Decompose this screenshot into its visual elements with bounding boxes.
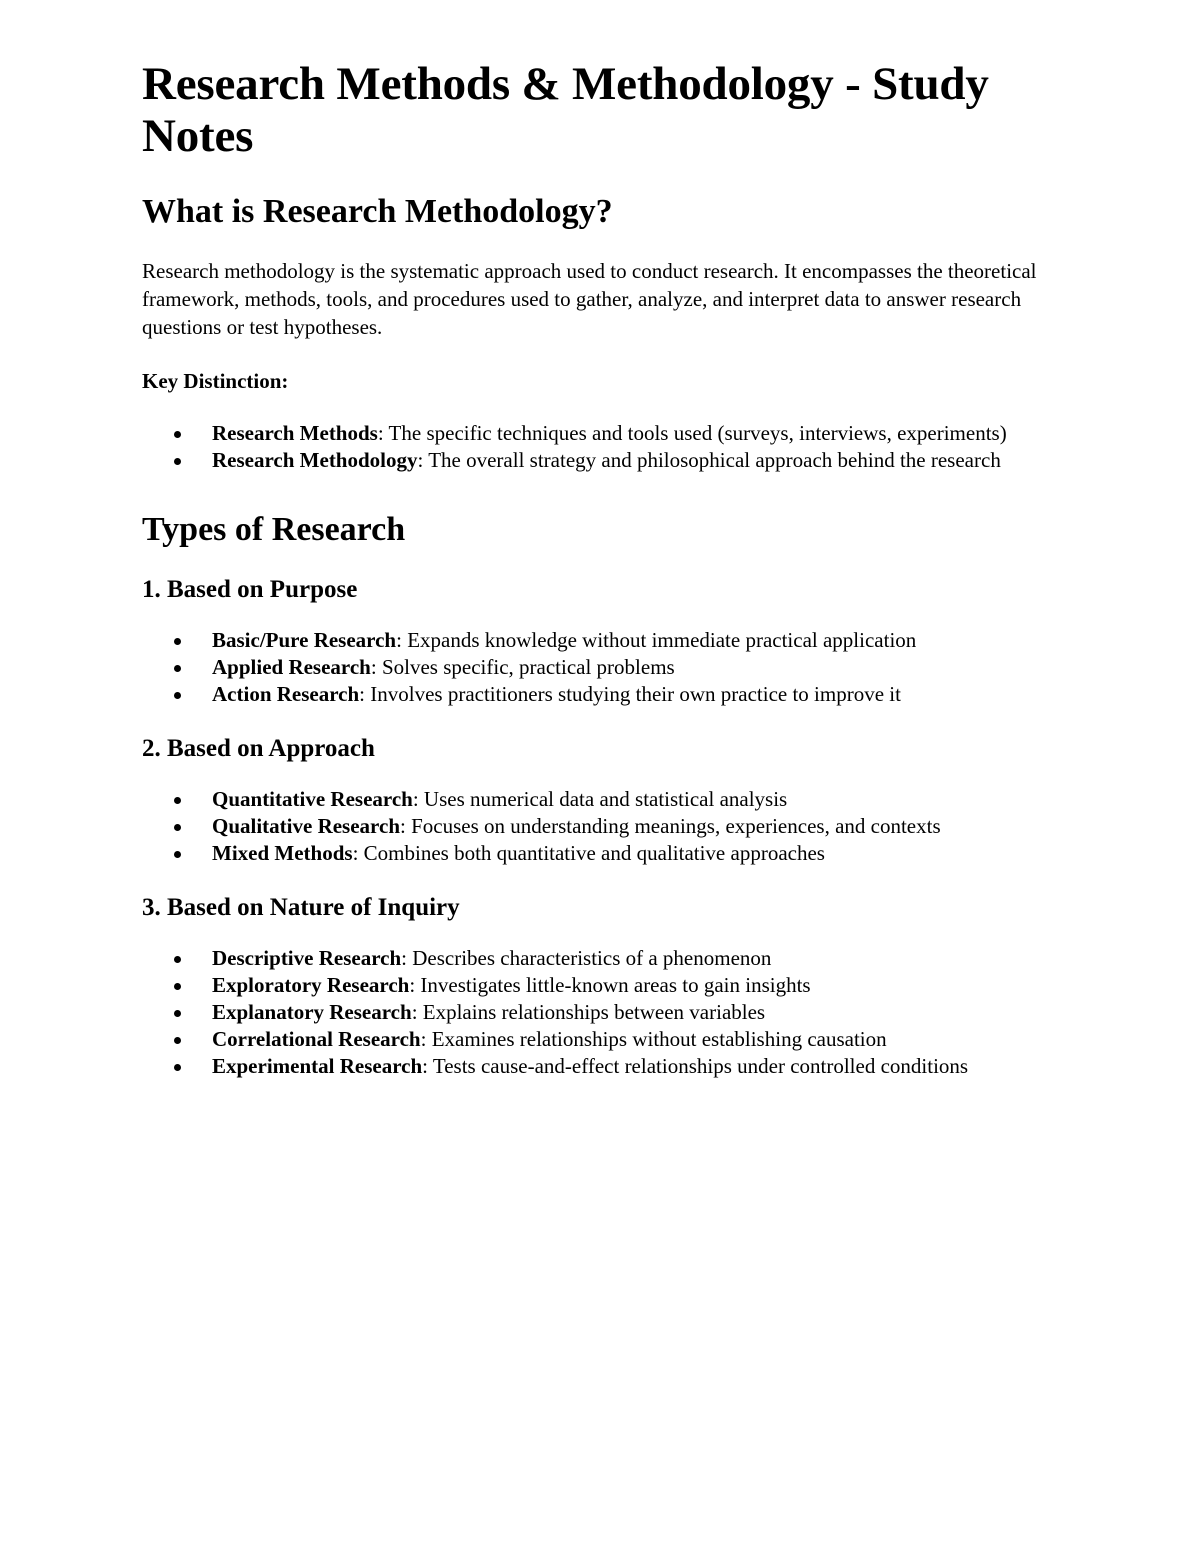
list-item-term: Experimental Research (212, 1054, 423, 1078)
subsection-heading-approach: 2. Based on Approach (142, 735, 375, 762)
purpose-list (142, 627, 1060, 708)
list-item-term: Research Methods (212, 421, 378, 445)
bullet-icon (174, 431, 181, 438)
list-item-desc: : Combines both quantitative and qualitative approaches (352, 841, 825, 865)
list-item (142, 972, 1060, 999)
list-item-desc: : Describes characteristics of a phenomenon (401, 946, 772, 970)
subsection-heading-purpose: 1. Based on Purpose (142, 576, 358, 603)
bullet-icon (174, 1010, 181, 1017)
bullet-icon (174, 824, 181, 831)
list-item (142, 447, 1060, 474)
bullet-icon (174, 1037, 181, 1044)
document-title: Research Methods & Methodology - Study Notes (142, 58, 989, 162)
list-item-desc: : Investigates little-known areas to gain insights (409, 973, 811, 997)
bullet-icon (174, 851, 181, 858)
list-item (142, 999, 1060, 1026)
list-item-term: Mixed Methods (212, 841, 353, 865)
list-item (142, 813, 1060, 840)
section-heading-types: Types of Research (142, 511, 406, 548)
list-item-term: Applied Research (212, 655, 371, 679)
bullet-icon (174, 665, 181, 672)
bullet-icon (174, 983, 181, 990)
bullet-icon (174, 638, 181, 645)
list-item-desc: : Involves practitioners studying their own practice to improve it (359, 682, 901, 706)
subsection-heading-inquiry: 3. Based on Nature of Inquiry (142, 894, 460, 921)
section-heading-what-is: What is Research Methodology? (142, 193, 613, 230)
list-item-desc: : Tests cause-and-effect relationships under controlled conditions (422, 1054, 969, 1078)
list-item-term: Research Methodology (212, 448, 418, 472)
list-item-desc: : Focuses on understanding meanings, experiences, and contexts (400, 814, 941, 838)
list-item-term: Explanatory Research (212, 1000, 412, 1024)
list-item (142, 945, 1060, 972)
list-item-term: Quantitative Research (212, 787, 413, 811)
list-item-term: Correlational Research (212, 1027, 421, 1051)
list-item-desc: : Examines relationships without establishing causation (420, 1027, 887, 1051)
list-item (142, 1026, 1060, 1053)
list-item (142, 786, 1060, 813)
list-item-desc: : Expands knowledge without immediate practical application (396, 628, 917, 652)
list-item (142, 420, 1060, 447)
approach-list (142, 786, 1060, 867)
list-item (142, 681, 1060, 708)
list-item-desc: : The specific techniques and tools used (surveys, interviews, experiments) (377, 421, 1007, 445)
list-item-desc: : Solves specific, practical problems (370, 655, 675, 679)
definition-paragraph: Research methodology is the systematic approach used to conduct research. It encompasses the theoretical framework, methods, tools, and procedures used to gather, analyze, and interpret data to answer research questions or test hypotheses. (142, 259, 1037, 339)
list-item-term: Basic/Pure Research (212, 628, 397, 652)
bullet-icon (174, 458, 181, 465)
list-item-term: Descriptive Research (212, 946, 402, 970)
bullet-icon (174, 692, 181, 699)
list-item-desc: : Uses numerical data and statistical analysis (412, 787, 788, 811)
list-item-term: Qualitative Research (212, 814, 400, 838)
list-item-desc: : Explains relationships between variables (411, 1000, 766, 1024)
list-item-desc: : The overall strategy and philosophical approach behind the research (417, 448, 1001, 472)
list-item (142, 627, 1060, 654)
key-distinction-label: Key Distinction: (142, 369, 289, 393)
bullet-icon (174, 797, 181, 804)
list-item (142, 840, 1060, 867)
bullet-icon (174, 1064, 181, 1071)
list-item-term: Action Research (212, 682, 360, 706)
bullet-icon (174, 956, 181, 963)
inquiry-list (142, 945, 1060, 1080)
list-item-term: Exploratory Research (212, 973, 410, 997)
key-distinction-list (142, 420, 1060, 474)
list-item (142, 1053, 1060, 1080)
list-item (142, 654, 1060, 681)
